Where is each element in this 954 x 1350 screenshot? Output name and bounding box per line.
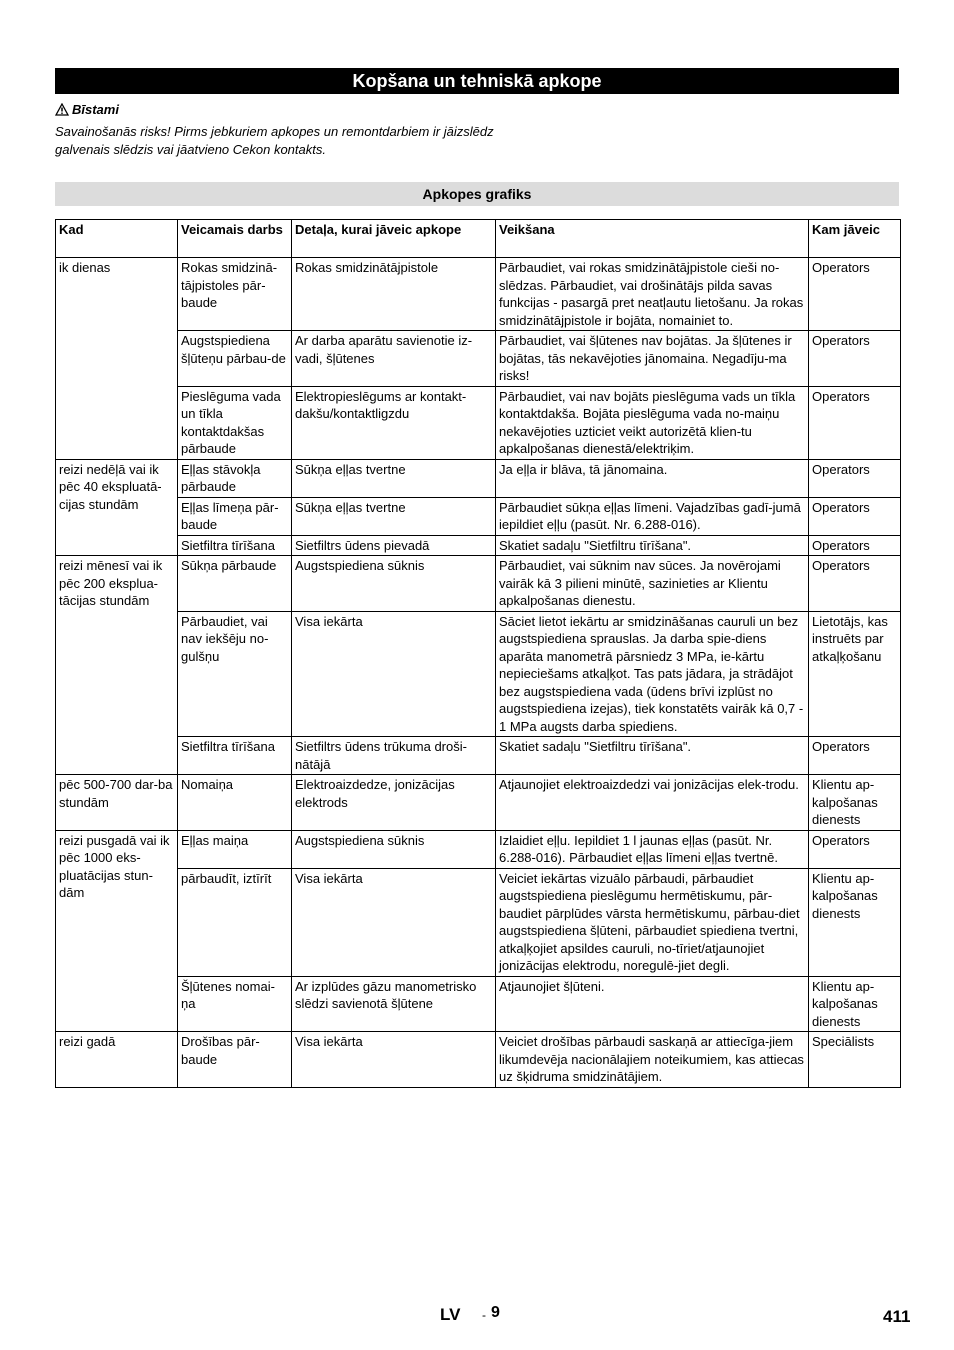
table-row: [56, 556, 901, 612]
cell-action: Skatiet sadaļu "Sietfiltru tīrīšana".: [496, 535, 809, 556]
table-row: [56, 611, 901, 737]
cell-who: Operators: [809, 497, 901, 535]
cell-task: Pieslēguma vada un tīkla kontaktdakšas pārbaude: [178, 386, 292, 459]
table-row: [56, 535, 901, 556]
table-row: [56, 868, 901, 976]
cell-who: Klientu ap-kalpošanas dienests: [809, 868, 901, 976]
cell-who: Operators: [809, 331, 901, 387]
cell-action: Pārbaudiet sūkņa eļļas līmeni. Vajadzības gadī-jumā iepildiet eļļu (pasūt. Nr. 6.288-016).: [496, 497, 809, 535]
section-title: Apkopes grafiks: [55, 182, 899, 206]
warning-triangle-icon: [55, 103, 69, 116]
cell-when: reizi mēnesī vai ik pēc 200 eksplua-tācijas stundām: [56, 556, 178, 775]
cell-part: Visa iekārta: [292, 868, 496, 976]
cell-task: Sietfiltra tīrīšana: [178, 535, 292, 556]
cell-part: Augstspiediena sūknis: [292, 556, 496, 612]
cell-part: Ar izplūdes gāzu manometrisko slēdzi savienotā šļūtene: [292, 976, 496, 1032]
cell-task: Nomaiņa: [178, 775, 292, 831]
header-action: Veikšana: [496, 220, 809, 258]
cell-who: Klientu ap-kalpošanas dienests: [809, 976, 901, 1032]
cell-who: Operators: [809, 556, 901, 612]
cell-task: Eļļas maiņa: [178, 830, 292, 868]
cell-action: Veiciet iekārtas vizuālo pārbaudi, pārbaudiet augstspiediena pieslēgumu hermētiskumu, pār-baudiet pārplūdes vārsta hermētiskumu, pārbau-diet augstspiediena šļūteni, pārbaudiet spiediena tvertni, atkaļķojiet apsildes cauruli, no-tīriet/atjaunojiet jonizācijas elektrodu, noregulē-jiet degli.: [496, 868, 809, 976]
cell-task: Eļļas stāvokļa pārbaude: [178, 459, 292, 497]
header-task: Veicamais darbs: [178, 220, 292, 258]
cell-task: Sietfiltra tīrīšana: [178, 737, 292, 775]
cell-task: Eļļas līmeņa pār-baude: [178, 497, 292, 535]
header-part: Detaļa, kurai jāveic apkope: [292, 220, 496, 258]
cell-action: Pārbaudiet, vai šļūtenes nav bojātas. Ja šļūtenes ir bojātas, tās nekavējoties jānomaina. Negadīju-ma risks!: [496, 331, 809, 387]
cell-part: Elektropieslēgums ar kontakt-dakšu/kontaktligzdu: [292, 386, 496, 459]
table-body: [56, 258, 901, 1088]
table-row: [56, 459, 901, 497]
header-who: Kam jāveic: [809, 220, 901, 258]
warning-heading: [55, 101, 119, 119]
footer-page-number: 411: [883, 1307, 911, 1326]
footer-dash: -: [482, 1308, 486, 1322]
cell-action: Pārbaudiet, vai nav bojāts pieslēguma vads un tīkla kontaktdakša. Bojāta pieslēguma vada no-maiņu nekavējoties uzticiet veikt autorizētā klien-tu apkalpošanas dienestā/elektriķim.: [496, 386, 809, 459]
cell-who: Operators: [809, 258, 901, 331]
table-row: [56, 737, 901, 775]
footer-language: LV: [440, 1305, 461, 1324]
cell-task: Sūkņa pārbaude: [178, 556, 292, 612]
table-row: [56, 331, 901, 387]
cell-when: reizi gadā: [56, 1032, 178, 1088]
cell-who: Operators: [809, 386, 901, 459]
cell-action: Skatiet sadaļu "Sietfiltru tīrīšana".: [496, 737, 809, 775]
cell-action: Sāciet lietot iekārtu ar smidzināšanas cauruli un bez augstspiediena sprauslas. Ja darba spie-diens aparāta manometrā pārsniedz 3 MPa, ie-kārtu nepieciešams atkaļķot. Tas pats jādara, ja strādājot bez augstspiediena vada (ūdens brīvi izplūst no augstspiediena izejas), tiek konstatēts vairāk kā 0,7 - 1 MPa augsts darba spiediens.: [496, 611, 809, 737]
cell-task: pārbaudīt, iztīrīt: [178, 868, 292, 976]
cell-part: Sietfiltrs ūdens pievadā: [292, 535, 496, 556]
cell-action: Veiciet drošības pārbaudi saskaņā ar attiecīga-jiem likumdevēja nacionālajiem noteikumiem, kas attiecas uz šķidruma smidzinātājiem.: [496, 1032, 809, 1088]
cell-part: Ar darba aparātu savienotie iz-vadi, šļūtenes: [292, 331, 496, 387]
table-row: [56, 1032, 901, 1088]
cell-when: reizi nedēļā vai ik pēc 40 ekspluatā-cijas stundām: [56, 459, 178, 556]
cell-when: pēc 500-700 dar-ba stundām: [56, 775, 178, 831]
table-row: [56, 775, 901, 831]
cell-who: Operators: [809, 535, 901, 556]
cell-action: Pārbaudiet, vai sūknim nav sūces. Ja novērojami vairāk kā 3 pilieni minūtē, sazinieties ar Klientu apkalpošanas dienestu.: [496, 556, 809, 612]
cell-part: Rokas smidzinātājpistole: [292, 258, 496, 331]
cell-when: ik dienas: [56, 258, 178, 460]
cell-part: Augstspiediena sūknis: [292, 830, 496, 868]
cell-who: Operators: [809, 830, 901, 868]
cell-task: Pārbaudiet, vai nav iekšēju no-gulšņu: [178, 611, 292, 737]
cell-part: Sūkņa eļļas tvertne: [292, 459, 496, 497]
cell-who: Lietotājs, kas instruēts par atkaļķošanu: [809, 611, 901, 737]
cell-task: Šļūtenes nomai-ņa: [178, 976, 292, 1032]
table-row: [56, 830, 901, 868]
warning-label: Bīstami: [72, 102, 119, 117]
cell-part: Elektroaizdedze, jonizācijas elektrods: [292, 775, 496, 831]
table-row: [56, 258, 901, 331]
cell-who: Klientu ap-kalpošanas dienests: [809, 775, 901, 831]
cell-task: Drošības pār-baude: [178, 1032, 292, 1088]
cell-when: reizi pusgadā vai ik pēc 1000 eks-pluatācijas stun-dām: [56, 830, 178, 1032]
footer-section-page: 9: [491, 1304, 500, 1321]
table-header-row: [56, 220, 901, 258]
cell-action: Atjaunojiet šļūteni.: [496, 976, 809, 1032]
table-row: [56, 386, 901, 459]
cell-action: Pārbaudiet, vai rokas smidzinātājpistole cieši no-slēdzas. Pārbaudiet, vai drošinātājs pilda savas funkcijas - pasargā pret neatļautu lietošanu. Ja rokas smidzinātājpistole ir bojāta, nomainiet to.: [496, 258, 809, 331]
cell-part: Visa iekārta: [292, 611, 496, 737]
cell-who: Operators: [809, 737, 901, 775]
cell-action: Atjaunojiet elektroaizdedzi vai jonizācijas elek-trodu.: [496, 775, 809, 831]
warning-text: Savainošanās risks! Pirms jebkuriem apkopes un remontdarbiem ir jāizslēdz galvenais slēdzis vai jāatvieno Cekon kontakts.: [55, 124, 494, 157]
cell-action: Izlaidiet eļļu. Iepildiet 1 l jaunas eļļas (pasūt. Nr. 6.288-016). Pārbaudiet eļļas līmeni eļļas tvertnē.: [496, 830, 809, 868]
page-title: Kopšana un tehniskā apkope: [55, 68, 899, 94]
cell-task: Augstspiediena šļūteņu pārbau-de: [178, 331, 292, 387]
cell-part: Sūkņa eļļas tvertne: [292, 497, 496, 535]
table-row: [56, 976, 901, 1032]
cell-who: Speciālists: [809, 1032, 901, 1088]
maintenance-schedule-table: [55, 219, 901, 1088]
cell-task: Rokas smidzinā-tājpistoles pār-baude: [178, 258, 292, 331]
cell-part: Sietfiltrs ūdens trūkuma droši-nātājā: [292, 737, 496, 775]
cell-part: Visa iekārta: [292, 1032, 496, 1088]
cell-who: Operators: [809, 459, 901, 497]
table-row: [56, 497, 901, 535]
header-when: Kad: [56, 220, 178, 258]
cell-action: Ja eļļa ir blāva, tā jānomaina.: [496, 459, 809, 497]
